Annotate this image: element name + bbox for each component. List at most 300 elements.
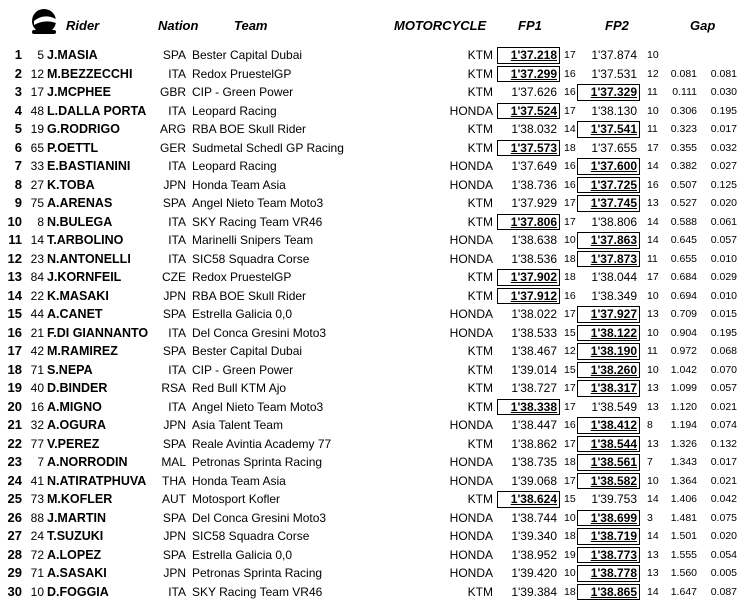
team-name: CIP - Green Power xyxy=(192,85,294,99)
fp2-laps: 11 xyxy=(647,252,658,265)
gap-to-first: 1.406 xyxy=(670,493,697,505)
rider-name: T.SUZUKI xyxy=(47,529,104,543)
table-row xyxy=(0,398,745,417)
fp1-time: 1'38.952 xyxy=(511,547,557,562)
rider-number: 44 xyxy=(30,307,44,321)
rider-name: V.PEREZ xyxy=(47,436,100,451)
fp2-time: 1'38.260 xyxy=(577,361,640,380)
fp2-laps: 14 xyxy=(647,493,659,505)
fp1-laps: 17 xyxy=(564,437,576,450)
table-row xyxy=(0,342,745,361)
motorcycle: KTM xyxy=(467,344,493,358)
position: 1 xyxy=(14,47,22,62)
rider-nation: JPN xyxy=(163,529,186,543)
fp2-time: 1'37.725 xyxy=(577,176,640,195)
table-row xyxy=(0,176,745,195)
position: 24 xyxy=(7,472,22,488)
team-name: SKY Racing Team VR46 xyxy=(192,214,323,229)
team-name: SKY Racing Team VR46 xyxy=(192,584,323,599)
table-row xyxy=(0,546,745,565)
rider-nation: ITA xyxy=(168,103,186,118)
team-name: Bester Capital Dubai xyxy=(192,48,303,62)
rider-name: J.MARTIN xyxy=(47,510,107,525)
motorcycle: HONDA xyxy=(449,529,493,543)
fp1-laps: 17 xyxy=(564,382,576,394)
table-row xyxy=(0,453,745,472)
position: 6 xyxy=(14,139,22,155)
fp1-time: 1'37.902 xyxy=(497,268,560,287)
fp2-time: 1'37.745 xyxy=(577,194,640,213)
fp1-time: 1'38.624 xyxy=(497,490,560,509)
fp1-laps: 17 xyxy=(564,49,576,61)
rider-number: 71 xyxy=(30,566,44,580)
fp2-laps: 8 xyxy=(647,419,653,431)
rider-number: 71 xyxy=(30,362,44,377)
fp1-laps: 17 xyxy=(564,308,576,320)
rider-name: K.MASAKI xyxy=(47,288,109,303)
rider-nation: AUT xyxy=(162,492,186,506)
rider-number: 73 xyxy=(30,492,44,506)
fp2-time: 1'38.349 xyxy=(591,288,637,303)
gap-to-previous: 0.068 xyxy=(710,345,737,357)
motorcycle: KTM xyxy=(467,399,493,414)
rider-name: D.FOGGIA xyxy=(47,584,109,599)
fp1-laps: 17 xyxy=(564,197,576,209)
motorcycle: KTM xyxy=(467,436,493,451)
gap-to-previous: 0.032 xyxy=(710,141,737,154)
fp1-time: 1'39.384 xyxy=(511,584,557,599)
rider-number: 5 xyxy=(37,48,44,62)
table-row xyxy=(0,509,745,528)
fp1-time: 1'39.420 xyxy=(511,566,557,580)
rider-number: 22 xyxy=(30,288,44,303)
header-nation: Nation xyxy=(158,18,199,33)
rider-name: A.NORRODIN xyxy=(47,455,128,469)
fp2-time: 1'37.531 xyxy=(591,66,637,81)
fp2-laps: 13 xyxy=(647,197,659,209)
position: 25 xyxy=(7,491,22,506)
fp1-time: 1'37.806 xyxy=(497,213,560,232)
team-name: Red Bull KTM Ajo xyxy=(192,381,287,395)
fp2-laps: 7 xyxy=(647,456,653,468)
fp2-laps: 10 xyxy=(647,474,659,487)
rider-number: 84 xyxy=(30,270,44,284)
fp2-laps: 13 xyxy=(647,400,659,413)
rider-name: F.DI GIANNANTO xyxy=(47,325,149,340)
fp2-laps: 13 xyxy=(647,567,659,579)
rider-name: N.ATIRATPHUVA xyxy=(47,473,147,488)
motorcycle: HONDA xyxy=(449,418,493,432)
gap-to-first: 0.111 xyxy=(672,86,697,98)
table-row xyxy=(0,231,745,250)
fp2-time: 1'37.927 xyxy=(577,305,640,324)
motorcycle: KTM xyxy=(467,270,493,284)
position: 14 xyxy=(7,287,22,303)
fp2-laps: 17 xyxy=(647,141,659,154)
fp2-laps: 13 xyxy=(647,308,659,320)
table-row xyxy=(0,324,745,343)
rider-nation: THA xyxy=(162,473,186,488)
fp1-time: 1'38.467 xyxy=(511,344,557,358)
fp2-laps: 11 xyxy=(647,345,658,357)
fp2-time: 1'38.317 xyxy=(577,379,640,398)
gap-to-previous: 0.017 xyxy=(710,456,737,468)
fp1-time: 1'37.929 xyxy=(511,196,557,210)
fp1-time: 1'37.573 xyxy=(497,139,560,158)
position: 10 xyxy=(7,213,22,229)
table-row xyxy=(0,305,745,324)
rider-number: 27 xyxy=(30,177,44,192)
team-name: Sudmetal Schedl GP Racing xyxy=(192,140,344,155)
team-name: SIC58 Squadra Corse xyxy=(192,251,310,266)
table-row xyxy=(0,527,745,546)
fp1-time: 1'39.014 xyxy=(511,362,557,377)
fp1-time: 1'38.447 xyxy=(511,418,557,432)
fp1-laps: 15 xyxy=(564,493,576,505)
gap-to-previous: 0.029 xyxy=(710,271,737,283)
gap-to-previous: 0.010 xyxy=(710,289,737,302)
rider-name: N.BULEGA xyxy=(47,214,113,229)
rider-name: L.DALLA PORTA xyxy=(47,103,147,118)
rider-nation: SPA xyxy=(162,547,186,562)
fp1-laps: 15 xyxy=(564,363,576,376)
gap-to-first: 0.694 xyxy=(670,289,697,302)
header-motorcycle: MOTORCYCLE xyxy=(394,18,487,33)
fp1-time: 1'37.299 xyxy=(497,65,560,84)
fp2-time: 1'38.190 xyxy=(577,342,640,361)
rider-name: A.MIGNO xyxy=(47,399,102,414)
motorcycle: KTM xyxy=(467,381,493,395)
gap-to-previous: 0.020 xyxy=(710,530,737,542)
motorcycle: HONDA xyxy=(449,103,493,118)
fp2-laps: 14 xyxy=(647,160,659,172)
team-name: Asia Talent Team xyxy=(192,418,283,432)
position: 9 xyxy=(14,195,22,210)
rider-name: A.CANET xyxy=(47,307,103,321)
team-name: Leopard Racing xyxy=(192,159,277,173)
gap-to-previous: 0.010 xyxy=(710,252,737,265)
rider-number: 16 xyxy=(30,399,44,414)
rider-name: A.LOPEZ xyxy=(47,547,102,562)
fp1-laps: 16 xyxy=(564,178,576,191)
gap-to-previous: 0.061 xyxy=(710,215,737,228)
fp1-time: 1'38.862 xyxy=(511,436,557,451)
motorcycle: KTM xyxy=(467,196,493,210)
rider-name: T.ARBOLINO xyxy=(47,233,124,247)
table-row xyxy=(0,287,745,306)
team-name: Petronas Sprinta Racing xyxy=(192,455,323,469)
motorcycle: HONDA xyxy=(449,307,493,321)
team-name: Angel Nieto Team Moto3 xyxy=(192,399,324,414)
rider-name: A.SASAKI xyxy=(47,566,107,580)
fp2-laps: 10 xyxy=(647,363,659,376)
rider-number: 77 xyxy=(30,436,44,451)
gap-to-first: 0.709 xyxy=(670,308,697,320)
gap-to-previous: 0.070 xyxy=(710,363,737,376)
fp1-time: 1'38.735 xyxy=(511,455,557,469)
motorcycle: HONDA xyxy=(449,473,493,488)
position: 2 xyxy=(14,65,22,81)
rider-number: 72 xyxy=(30,547,44,562)
gap-to-first: 0.081 xyxy=(670,67,697,80)
position: 4 xyxy=(14,102,22,118)
rider-name: S.NEPA xyxy=(47,362,93,377)
gap-to-first: 1.099 xyxy=(670,382,697,394)
table-row xyxy=(0,120,745,139)
gap-to-first: 0.655 xyxy=(670,252,697,265)
results-table xyxy=(0,46,745,601)
fp1-laps: 12 xyxy=(564,345,576,357)
rider-number: 41 xyxy=(30,473,44,488)
gap-to-previous: 0.020 xyxy=(710,197,737,209)
fp1-time: 1'39.340 xyxy=(511,529,557,543)
gap-to-first: 1.481 xyxy=(670,511,697,524)
gap-to-previous: 0.027 xyxy=(710,160,737,172)
fp2-time: 1'38.544 xyxy=(577,435,640,454)
fp2-time: 1'38.778 xyxy=(577,564,640,583)
team-name: Bester Capital Dubai xyxy=(192,344,303,358)
team-name: RBA BOE Skull Rider xyxy=(192,288,307,303)
fp1-time: 1'38.338 xyxy=(497,398,560,417)
rider-nation: SPA xyxy=(162,344,186,358)
table-row xyxy=(0,83,745,102)
position: 3 xyxy=(14,84,22,99)
gap-to-first: 1.647 xyxy=(670,585,697,598)
position: 28 xyxy=(7,546,22,562)
rider-name: K.TOBA xyxy=(47,177,95,192)
rider-number: 14 xyxy=(30,233,44,247)
fp2-laps: 14 xyxy=(647,215,659,228)
fp1-time: 1'38.744 xyxy=(511,510,557,525)
fp2-laps: 12 xyxy=(647,67,659,80)
gap-to-previous: 0.042 xyxy=(710,493,737,505)
rider-number: 7 xyxy=(37,455,44,469)
fp1-laps: 18 xyxy=(564,456,576,468)
fp2-time: 1'38.549 xyxy=(591,399,637,414)
table-header xyxy=(0,0,745,42)
rider-number: 65 xyxy=(30,140,44,155)
rider-name: M.RAMIREZ xyxy=(47,344,118,358)
team-name: Del Conca Gresini Moto3 xyxy=(192,325,327,340)
motorcycle: HONDA xyxy=(449,566,493,580)
fp1-time: 1'38.536 xyxy=(511,251,557,266)
rider-number: 17 xyxy=(30,85,44,99)
position: 26 xyxy=(7,509,22,525)
rider-name: E.BASTIANINI xyxy=(47,159,131,173)
motorcycle: KTM xyxy=(467,492,493,506)
rider-name: M.KOFLER xyxy=(47,492,113,506)
fp1-laps: 16 xyxy=(564,419,576,431)
fp2-time: 1'37.863 xyxy=(577,231,640,250)
fp2-time: 1'37.541 xyxy=(577,120,640,139)
fp1-laps: 18 xyxy=(564,141,576,154)
gap-to-previous: 0.081 xyxy=(710,67,737,80)
fp1-time: 1'37.524 xyxy=(497,102,560,121)
motorcycle: KTM xyxy=(467,584,493,599)
fp2-time: 1'38.130 xyxy=(591,103,637,118)
table-row xyxy=(0,583,745,602)
gap-to-previous: 0.015 xyxy=(710,308,737,320)
fp2-time: 1'37.329 xyxy=(577,83,640,102)
fp1-laps: 16 xyxy=(564,86,576,98)
team-name: SIC58 Squadra Corse xyxy=(192,529,310,543)
fp2-time: 1'38.582 xyxy=(577,472,640,491)
rider-name: P.OETTL xyxy=(47,140,99,155)
motorcycle: HONDA xyxy=(449,325,493,340)
position: 22 xyxy=(7,435,22,451)
gap-to-first: 1.194 xyxy=(670,419,697,431)
rider-nation: SPA xyxy=(162,510,186,525)
gap-to-first: 0.382 xyxy=(670,160,697,172)
team-name: Del Conca Gresini Moto3 xyxy=(192,510,327,525)
rider-number: 33 xyxy=(30,159,44,173)
table-row xyxy=(0,250,745,269)
rider-nation: GBR xyxy=(160,85,187,99)
table-row xyxy=(0,194,745,213)
fp2-laps: 10 xyxy=(647,104,659,117)
rider-nation: JPN xyxy=(163,418,186,432)
rider-number: 42 xyxy=(30,344,44,358)
table-row xyxy=(0,157,745,176)
table-row xyxy=(0,213,745,232)
rider-nation: JPN xyxy=(163,288,186,303)
table-row xyxy=(0,102,745,121)
rider-nation: ITA xyxy=(168,325,186,340)
gap-to-first: 0.972 xyxy=(670,345,697,357)
motorcycle: KTM xyxy=(467,140,493,155)
rider-name: A.ARENAS xyxy=(47,196,113,210)
fp1-time: 1'37.218 xyxy=(497,46,560,65)
fp1-laps: 18 xyxy=(564,585,576,598)
position: 20 xyxy=(7,398,22,414)
fp1-laps: 17 xyxy=(564,104,576,117)
fp1-laps: 18 xyxy=(564,252,576,265)
rider-nation: ITA xyxy=(168,584,186,599)
rider-number: 32 xyxy=(30,418,44,432)
position: 7 xyxy=(14,158,22,173)
gap-to-previous: 0.074 xyxy=(710,419,737,431)
rider-nation: ARG xyxy=(160,122,187,136)
gap-to-previous: 0.087 xyxy=(710,585,737,598)
table-row xyxy=(0,435,745,454)
table-row xyxy=(0,361,745,380)
team-name: Reale Avintia Academy 77 xyxy=(192,436,332,451)
team-name: CIP - Green Power xyxy=(192,362,294,377)
gap-to-previous: 0.054 xyxy=(710,548,737,561)
fp1-laps: 16 xyxy=(564,289,576,302)
rider-nation: SPA xyxy=(162,196,186,210)
gap-to-previous: 0.017 xyxy=(710,123,737,135)
fp2-laps: 10 xyxy=(647,49,659,61)
gap-to-first: 0.645 xyxy=(670,234,697,246)
team-name: Estrella Galicia 0,0 xyxy=(192,547,293,562)
gap-to-previous: 0.125 xyxy=(710,178,737,191)
rider-name: D.BINDER xyxy=(47,381,108,395)
rider-number: 8 xyxy=(37,214,44,229)
fp2-laps: 13 xyxy=(647,437,659,450)
motorcycle: KTM xyxy=(467,48,493,62)
fp2-laps: 16 xyxy=(647,178,659,191)
team-name: Estrella Galicia 0,0 xyxy=(192,307,293,321)
fp2-laps: 13 xyxy=(647,548,659,561)
gap-to-first: 0.527 xyxy=(670,197,697,209)
gap-to-previous: 0.075 xyxy=(710,511,737,524)
fp1-time: 1'37.912 xyxy=(497,287,560,306)
table-row xyxy=(0,268,745,287)
position: 5 xyxy=(14,121,22,136)
team-name: Redox PruestelGP xyxy=(192,66,292,81)
rider-nation: JPN xyxy=(163,566,186,580)
table-row xyxy=(0,416,745,435)
rider-number: 23 xyxy=(30,251,44,266)
fp1-laps: 10 xyxy=(564,567,576,579)
fp2-time: 1'39.753 xyxy=(591,492,637,506)
rider-number: 12 xyxy=(30,66,44,81)
position: 23 xyxy=(7,454,22,469)
rider-name: M.BEZZECCHI xyxy=(47,66,133,81)
gap-to-first: 0.306 xyxy=(670,104,697,117)
gap-to-first: 1.560 xyxy=(670,567,697,579)
motorcycle: KTM xyxy=(467,362,493,377)
fp1-time: 1'37.626 xyxy=(511,85,557,99)
team-name: RBA BOE Skull Rider xyxy=(192,122,307,136)
motorcycle: HONDA xyxy=(449,547,493,562)
team-name: Angel Nieto Team Moto3 xyxy=(192,196,324,210)
fp1-time: 1'38.022 xyxy=(511,307,557,321)
motorcycle: KTM xyxy=(467,288,493,303)
header-fp1: FP1 xyxy=(518,18,542,33)
motorcycle: KTM xyxy=(467,85,493,99)
motorcycle: HONDA xyxy=(449,251,493,266)
fp2-time: 1'38.044 xyxy=(591,270,637,284)
rider-name: J.KORNFEIL xyxy=(47,270,122,284)
team-name: Honda Team Asia xyxy=(192,473,286,488)
table-row xyxy=(0,472,745,491)
fp1-time: 1'38.736 xyxy=(511,177,557,192)
fp2-time: 1'38.122 xyxy=(577,324,640,343)
gap-to-first: 0.355 xyxy=(670,141,697,154)
fp2-laps: 3 xyxy=(647,511,653,524)
position: 16 xyxy=(7,324,22,340)
team-name: Marinelli Snipers Team xyxy=(192,233,314,247)
table-row xyxy=(0,139,745,158)
header-rider: Rider xyxy=(66,18,100,33)
motorcycle: HONDA xyxy=(449,177,493,192)
rider-nation: JPN xyxy=(163,177,186,192)
gap-to-first: 1.555 xyxy=(670,548,697,561)
fp2-time: 1'38.865 xyxy=(577,583,640,602)
table-row xyxy=(0,46,745,65)
rider-nation: GER xyxy=(160,140,187,155)
rider-name: J.MASIA xyxy=(47,48,98,62)
fp1-laps: 19 xyxy=(564,548,576,561)
position: 30 xyxy=(7,583,22,599)
fp2-laps: 10 xyxy=(647,289,659,302)
rider-nation: ITA xyxy=(168,214,186,229)
gap-to-first: 0.684 xyxy=(670,271,697,283)
fp1-laps: 18 xyxy=(564,271,576,283)
helmet-icon xyxy=(30,8,58,36)
fp2-laps: 14 xyxy=(647,530,659,542)
fp1-time: 1'39.068 xyxy=(511,473,557,488)
rider-number: 21 xyxy=(30,325,44,340)
fp1-time: 1'38.533 xyxy=(511,325,557,340)
rider-number: 40 xyxy=(30,381,44,395)
fp2-laps: 14 xyxy=(647,234,659,246)
rider-nation: ITA xyxy=(168,251,186,266)
position: 19 xyxy=(7,380,22,395)
table-row xyxy=(0,65,745,84)
